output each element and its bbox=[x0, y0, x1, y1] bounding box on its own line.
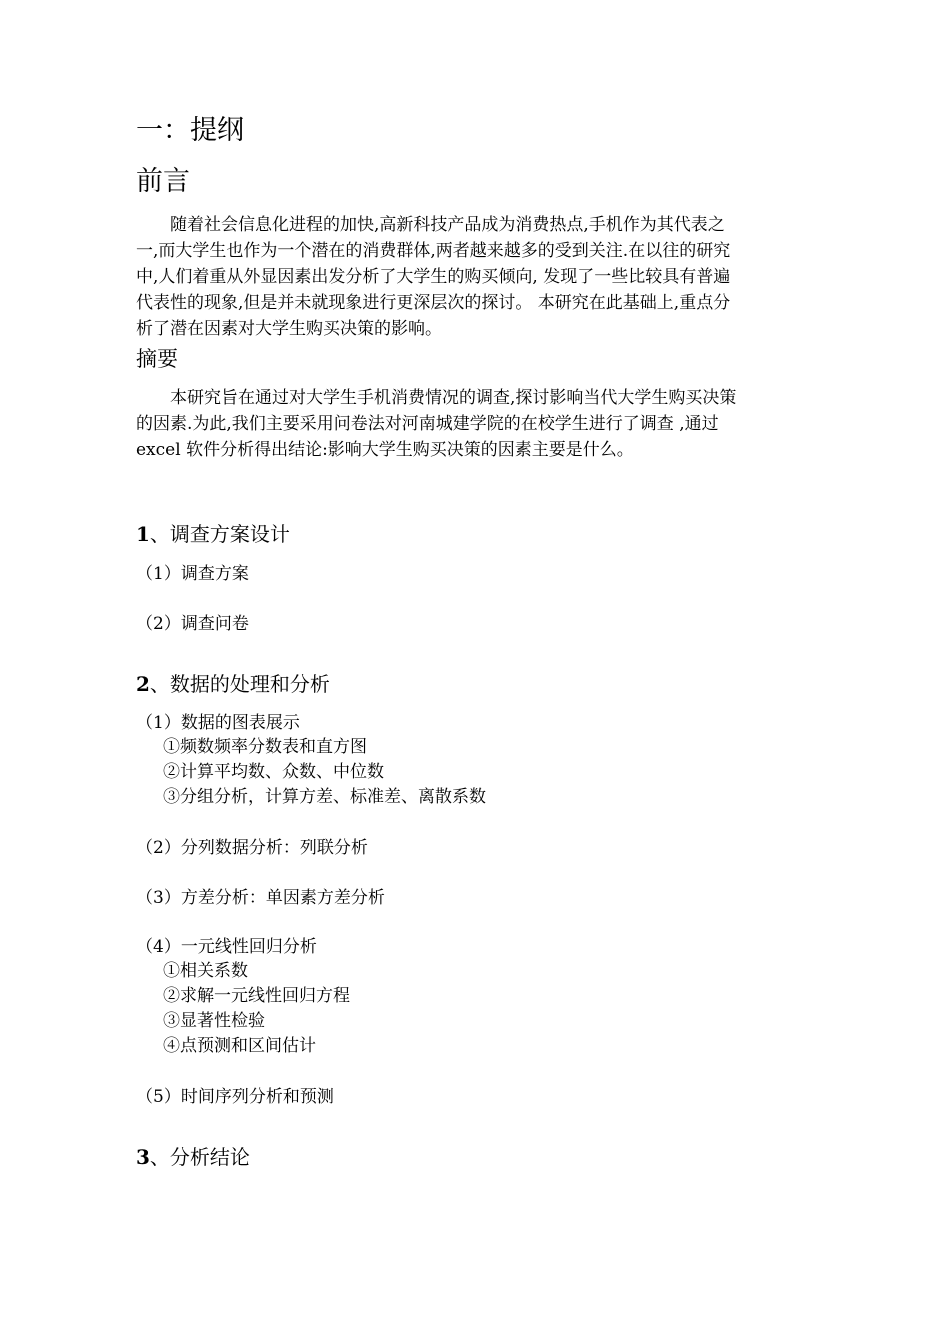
section-heading bbox=[136, 1144, 250, 1170]
sub-item: ②求解一元线性回归方程 bbox=[163, 986, 350, 1006]
section-heading bbox=[136, 521, 290, 547]
section-item: （2）分列数据分析：列联分析 bbox=[136, 838, 368, 858]
abstract-line: 本研究旨在通过对大学生手机消费情况的调查,探讨影响当代大学生购买决策 bbox=[170, 388, 737, 408]
section-number: 3 bbox=[136, 1145, 150, 1169]
abstract-paragraph bbox=[136, 385, 814, 463]
section-item: （2）调查问卷 bbox=[136, 614, 249, 634]
section-heading bbox=[136, 671, 330, 697]
abstract-line: excel 软件分析得出结论:影响大学生购买决策的因素主要是什么。 bbox=[136, 440, 634, 460]
sub-item: ③分组分析，计算方差、标准差、离散系数 bbox=[163, 787, 486, 807]
preface-line: 随着社会信息化进程的加快,高新科技产品成为消费热点,手机作为其代表之 bbox=[170, 215, 725, 235]
preface-line: 一,而大学生也作为一个潜在的消费群体,两者越来越多的受到关注.在以往的研究 bbox=[136, 241, 731, 261]
section-title: 、分析结论 bbox=[149, 1145, 250, 1169]
preface-line: 代表性的现象,但是并未就现象进行更深层次的探讨。 本研究在此基础上,重点分 bbox=[136, 293, 731, 313]
section-number: 1 bbox=[136, 522, 150, 546]
abstract-line: 的因素.为此,我们主要采用问卷法对河南城建学院的在校学生进行了调查 ,通过 bbox=[136, 414, 719, 434]
section-item: （1）调查方案 bbox=[136, 564, 249, 584]
sub-item: ①频数频率分数表和直方图 bbox=[163, 737, 367, 757]
sub-item: ①相关系数 bbox=[163, 961, 248, 981]
section-item: （3）方差分析：单因素方差分析 bbox=[136, 888, 385, 908]
sub-item: ②计算平均数、众数、中位数 bbox=[163, 762, 384, 782]
preface-line: 析了潜在因素对大学生购买决策的影响。 bbox=[136, 319, 442, 339]
section-title: 、调查方案设计 bbox=[149, 522, 290, 546]
section-item: （5）时间序列分析和预测 bbox=[136, 1087, 334, 1107]
preface-heading: 前言 bbox=[136, 166, 190, 197]
preface-line: 中,人们着重从外显因素出发分析了大学生的购买倾向, 发现了一些比较具有普遍 bbox=[136, 267, 731, 287]
abstract-heading: 摘要 bbox=[136, 347, 178, 371]
section-item: （4）一元线性回归分析 bbox=[136, 937, 317, 957]
sub-item: ④点预测和区间估计 bbox=[163, 1036, 316, 1056]
preface-paragraph bbox=[136, 212, 814, 342]
outline-title: 一：提纲 bbox=[136, 115, 244, 146]
section-title: 、数据的处理和分析 bbox=[149, 672, 330, 696]
section-number: 2 bbox=[136, 672, 150, 696]
section-item: （1）数据的图表展示 bbox=[136, 713, 300, 733]
sub-item: ③显著性检验 bbox=[163, 1011, 265, 1031]
